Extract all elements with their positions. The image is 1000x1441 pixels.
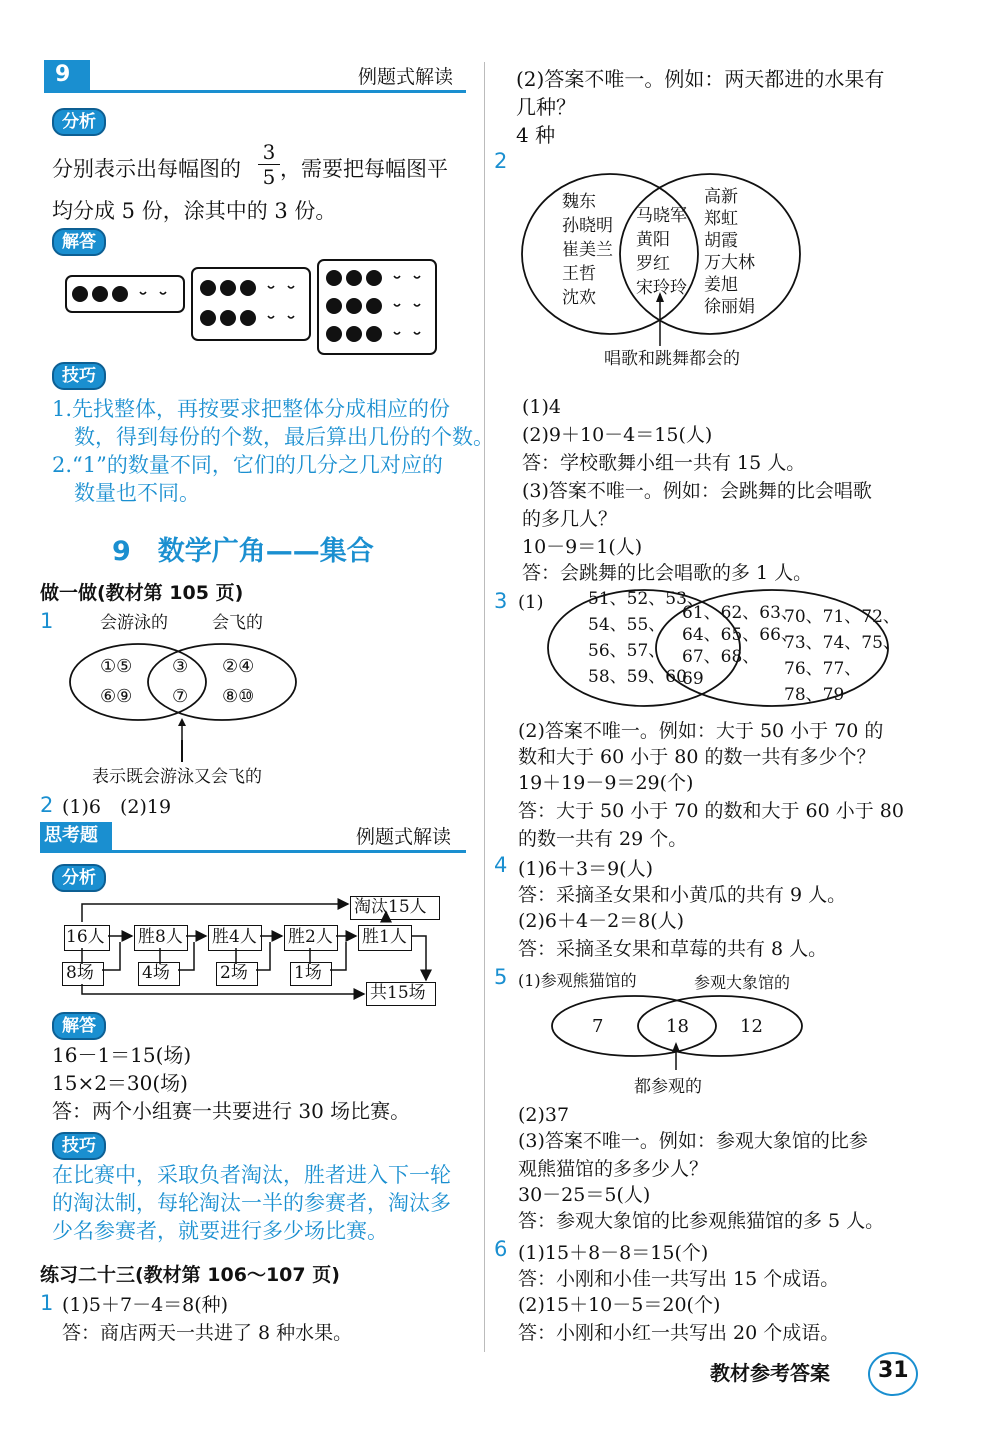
venn2-left-name: 崔美兰 (562, 240, 613, 260)
venn2-left-name: 沈欢 (562, 288, 596, 308)
r-question-6-num: 6 (494, 1237, 508, 1261)
chapter-title: 9 数学广角——集合 (112, 536, 374, 567)
venn3-right-item: 73、74、75、 (784, 633, 900, 653)
flow-t15: 淘汰15人 (354, 897, 427, 917)
venn3-right-item: 78、79 (784, 685, 845, 705)
tips2-badge: 技巧 (52, 1132, 106, 1160)
flow-s8: 胜8人 (138, 927, 183, 947)
answer2-badge: 解答 (52, 1012, 106, 1040)
r-question-3-sub: (1) (518, 592, 544, 613)
r3-line5: 的数一共有 29 个。 (518, 828, 688, 850)
r2-line5: 的多几人？ (522, 508, 618, 530)
tip3-line1: 在比赛中，采取负者淘汰，胜者进入下一轮 (52, 1163, 451, 1187)
r2-line7: 答：会跳舞的比会唱歌的多 1 人。 (522, 562, 813, 584)
venn2-caption: 唱歌和跳舞都会的 (604, 349, 740, 369)
venn2-right-name: 高新 (704, 187, 738, 207)
venn2-left-name: 孙晓明 (562, 216, 613, 236)
r4-line4: 答：采摘圣女果和草莓的共有 8 人。 (518, 938, 828, 960)
venn3-mid-item: 69 (682, 669, 704, 689)
sikaoti-right-label: 例题式解读 (356, 826, 452, 848)
lianxi-1-text: (1)5＋7－4＝8(种) (62, 1294, 229, 1316)
flow-c2: 2场 (220, 963, 248, 983)
flow-s4: 胜4人 (212, 927, 257, 947)
column-divider (484, 62, 485, 1352)
r5-line5: 答：参观大象馆的比参观熊猫馆的多 5 人。 (518, 1210, 885, 1232)
venn5-right-value: 12 (740, 1016, 763, 1037)
r3-line2: 数和大于 60 小于 80 的数一共有多少个？ (518, 746, 876, 768)
r-question-3-num: 3 (494, 589, 508, 613)
tip2-line2: 数量也不同。 (74, 481, 200, 505)
r3-line1: (2)答案不唯一。例如：大于 50 小于 70 的 (518, 720, 884, 742)
answer2-line2: 15×2＝30(场) (52, 1071, 188, 1095)
r5-line1: (2)37 (518, 1104, 570, 1126)
r6-line3: (2)15＋10－5＝20(个) (518, 1294, 721, 1316)
venn2-mid-name: 马晓军 (636, 206, 687, 226)
r6-line4: 答：小刚和小红一共写出 20 个成语。 (518, 1322, 840, 1344)
venn5-left-value: 7 (592, 1016, 604, 1037)
tip3-line2: 的淘汰制，每轮淘汰一半的参赛者，淘汰多 (52, 1191, 451, 1215)
venn2-right-list (704, 186, 755, 318)
venn2-mid-list (636, 204, 687, 300)
analysis-badge: 分析 (52, 108, 106, 136)
r3-line3: 19＋19－9＝29(个) (518, 772, 694, 794)
r2-line1: (1)4 (522, 396, 562, 418)
question-2-num: 2 (40, 793, 54, 817)
question-1-num: 1 (40, 609, 54, 633)
r4-line2: 答：采摘圣女果和小黄瓜的共有 9 人。 (518, 884, 847, 906)
r-question-2-num: 2 (494, 149, 508, 173)
page-number: 31 (878, 1358, 909, 1383)
venn3-mid-list (682, 602, 798, 690)
zuoyizuo-heading: 做一做(教材第 105 页) (40, 582, 244, 604)
r2-line4: (3)答案不唯一。例如：会跳舞的比会唱歌 (522, 480, 872, 502)
footer-label: 教材参考答案 (710, 1361, 830, 1385)
venn1-mid-set: ③ (172, 656, 189, 677)
venn1-left-label: 会游泳的 (100, 613, 168, 633)
venn3-right-item: 70、71、72、 (784, 607, 900, 627)
flow-c8: 8场 (66, 963, 94, 983)
venn2-right-name: 姜旭 (704, 275, 738, 295)
venn1-left-set2: ⑥⑨ (100, 686, 133, 707)
venn3-right-list (784, 604, 900, 708)
lianxi-1-answer: 答：商店两天一共进了 8 种水果。 (62, 1322, 353, 1344)
r-question-5-num: 5 (494, 965, 508, 989)
flow-16: 16人 (66, 927, 105, 947)
lianxi-heading: 练习二十三(教材第 106～107 页) (40, 1264, 340, 1286)
q5-right-label: 参观大象馆的 (694, 973, 791, 992)
r6-line2: 答：小刚和小佳一共写出 15 个成语。 (518, 1268, 840, 1290)
venn1-caption-line (181, 740, 183, 762)
r4-line1: (1)6＋3＝9(人) (518, 858, 654, 880)
venn1-mid-set2: ⑦ (172, 686, 189, 707)
r2-line3: 答：学校歌舞小组一共有 15 人。 (522, 452, 806, 474)
venn1-right-set2: ⑧⑩ (222, 686, 255, 707)
tip1-line1: 1.先找整体，再按要求把整体分成相应的份 (52, 397, 451, 421)
tips-badge: 技巧 (52, 362, 106, 390)
r4-line3: (2)6＋4－2＝8(人) (518, 910, 685, 932)
r1-line3: 4 种 (516, 123, 556, 147)
venn3-left-item: 54、55、 (588, 615, 666, 635)
venn2-right-name: 郑虹 (704, 209, 738, 229)
venn3-left-item: 56、57、 (588, 641, 666, 661)
q5-left-label: (1)参观熊猫馆的 (518, 971, 637, 990)
venn2-mid-name: 黄阳 (636, 230, 670, 250)
lianxi-1-num: 1 (40, 1291, 54, 1315)
sikaoti-label: 思考题 (44, 825, 98, 846)
answer2-line1: 16－1＝15(场) (52, 1043, 192, 1067)
tip3-line3: 少名参赛者，就要进行多少场比赛。 (52, 1219, 388, 1243)
flow-c4: 4场 (142, 963, 170, 983)
fraction-numerator: 3 (258, 140, 280, 165)
section-num: 9 (55, 62, 71, 87)
venn3-right-item: 76、77、 (784, 659, 862, 679)
analysis-line2: 均分成 5 份，涂其中的 3 份。 (52, 199, 337, 223)
r-question-4-num: 4 (494, 853, 508, 877)
analysis-line1a: 分别表示出每幅图的 (52, 157, 241, 181)
venn2-left-name: 王哲 (562, 264, 596, 284)
venn1-right-set: ②④ (222, 656, 255, 677)
fraction-denominator: 5 (262, 165, 276, 189)
venn3-mid-item: 67、68、 (682, 647, 760, 667)
venn3-left-item: 58、59、60 (588, 667, 687, 687)
r2-line2: (2)9＋10－4＝15(人) (522, 424, 713, 446)
venn1-left-set: ①⑤ (100, 656, 133, 677)
question-2-text: (1)6 (2)19 (62, 796, 172, 818)
r1-line2: 几种？ (516, 95, 576, 119)
venn1-right-label: 会飞的 (212, 613, 263, 633)
r5-line2: (3)答案不唯一。例如：参观大象馆的比参 (518, 1130, 868, 1152)
venn2-left-list (562, 190, 613, 310)
flow-s1: 胜1人 (362, 927, 407, 947)
venn2-mid-name: 罗红 (636, 254, 670, 274)
venn3-mid-item: 61、62、63、 (682, 603, 798, 623)
r5-line4: 30－25＝5(人) (518, 1184, 651, 1206)
r6-line1: (1)15＋8－8＝15(个) (518, 1242, 709, 1264)
venn2-right-name: 胡霞 (704, 231, 738, 251)
venn5-mid-value: 18 (666, 1016, 689, 1037)
venn2-right-name: 徐丽娟 (704, 297, 755, 317)
analysis-line1b: ，需要把每幅图平 (280, 157, 448, 181)
venn2-mid-name: 宋玲玲 (636, 278, 687, 298)
venn2-left-name: 魏东 (562, 192, 596, 212)
venn2-right-name: 万大林 (704, 253, 755, 273)
venn3-mid-item: 64、65、66、 (682, 625, 798, 645)
venn3-left-item: 51、52、53、 (588, 589, 704, 609)
faces-illustration (62, 258, 462, 358)
venn5-caption: 都参观的 (634, 1077, 702, 1097)
r1-line1: (2)答案不唯一。例如：两天都进的水果有 (516, 67, 885, 91)
flow-total: 共15场 (370, 983, 426, 1003)
tip2-line1: 2.“1”的数量不同，它们的几分之几对应的 (52, 453, 443, 477)
r5-line3: 观熊猫馆的多多少人？ (518, 1158, 709, 1180)
r3-line4: 答：大于 50 小于 70 的数和大于 60 小于 80 (518, 800, 904, 822)
flow-s2: 胜2人 (288, 927, 333, 947)
answer2-line3: 答：两个小组赛一共要进行 30 场比赛。 (52, 1099, 411, 1123)
header-label: 例题式解读 (358, 66, 454, 88)
tip1-line2: 数，得到每份的个数，最后算出几份的个数。 (74, 425, 494, 449)
flow-c1: 1场 (294, 963, 322, 983)
answer-badge: 解答 (52, 228, 106, 256)
fraction (258, 140, 280, 189)
venn1-caption: 表示既会游泳又会飞的 (92, 767, 262, 787)
analysis2-badge: 分析 (52, 864, 106, 892)
r2-line6: 10－9＝1(人) (522, 536, 643, 558)
